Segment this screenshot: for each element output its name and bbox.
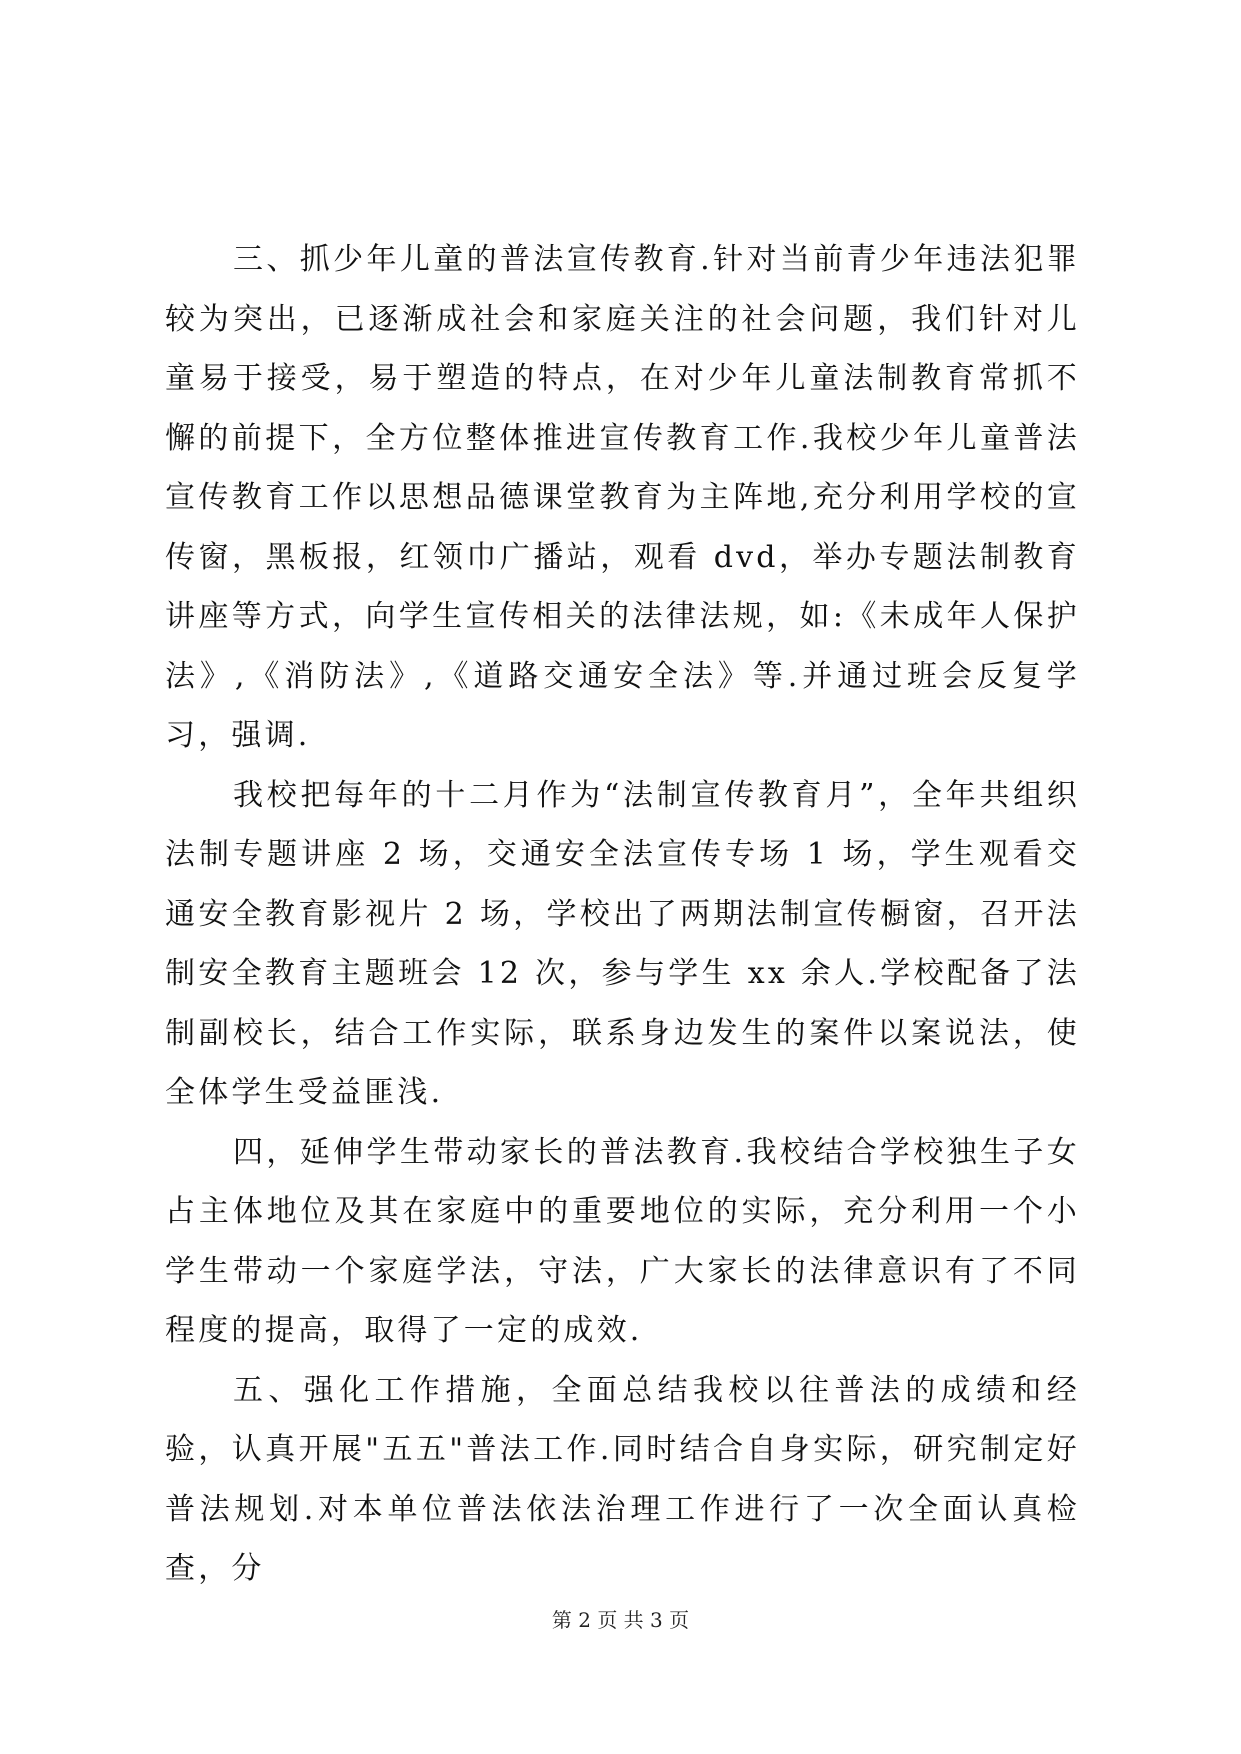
paragraph-section-four: 四，延伸学生带动家长的普法教育.我校结合学校独生子女占主体地位及其在家庭中的重要地位的实际，充分利用一个小学生带动一个家庭学法，守法，广大家长的法律意识有了不同程度的提高，取得了一定的成效. <box>165 1134 1080 1348</box>
paragraph-section-five: 五、强化工作措施，全面总结我校以往普法的成绩和经验，认真开展"五五"普法工作.同时结合自身实际，研究制定好普法规划.对本单位普法依法治理工作进行了一次全面认真检查，分 <box>165 1372 1080 1586</box>
paragraph-section-three: 三、抓少年儿童的普法宣传教育.针对当前青少年违法犯罪较为突出，已逐渐成社会和家庭关注的社会问题，我们针对儿童易于接受，易于塑造的特点，在对少年儿童法制教育常抓不懈的前提下，全方位整体推进宣传教育工作.我校少年儿童普法宣传教育工作以思想品德课堂教育为主阵地,充分利用学校的宣传窗，黑板报，红领巾广播站，观看 dvd，举办专题法制教育讲座等方式，向学生宣传相关的法律法规，如:《未成年人保护法》,《消防法》,《道路交通安全法》等.并通过班会反复学习，强调. <box>165 242 1080 753</box>
page-number-footer: 第 2 页 共 3 页 <box>551 1608 690 1632</box>
document-body <box>165 230 1080 1599</box>
paragraph-legal-month: 我校把每年的十二月作为“法制宣传教育月”，全年共组织法制专题讲座 2 场，交通安全法宣传专场 1 场，学生观看交通安全教育影视片 2 场，学校出了两期法制宣传橱窗，召开法制安全教育主题班会 12 次，参与学生 xx 余人.学校配备了法制副校长，结合工作实际，联系身边发生的案件以案说法，使全体学生受益匪浅. <box>165 777 1080 1110</box>
